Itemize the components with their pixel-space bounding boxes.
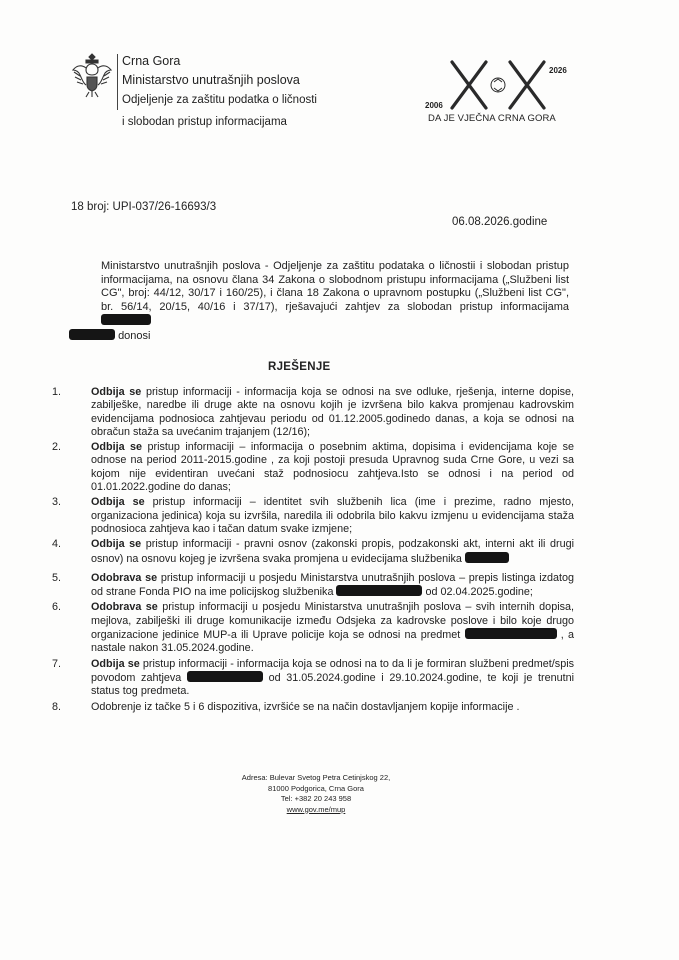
item-verb: Odobrava se bbox=[91, 601, 158, 614]
redaction-bar bbox=[465, 628, 557, 639]
header-divider bbox=[117, 54, 118, 110]
redaction-bar bbox=[336, 585, 422, 596]
footer-phone: Tel: +382 20 243 958 bbox=[280, 794, 352, 803]
country-name: Crna Gora bbox=[122, 54, 181, 68]
department-name-line1: Odjeljenje za zaštitu podatka o ličnosti bbox=[122, 94, 317, 106]
item-text-after: od 31.05.2024.godine i 29.10.2024.godine, te koji je trenutni status tog predmeta. bbox=[91, 671, 574, 698]
footer-website-link[interactable]: www.gov.me/mup bbox=[286, 804, 346, 814]
item-number: 7. bbox=[52, 657, 62, 670]
decision-item-5 bbox=[52, 572, 574, 600]
decision-item-1 bbox=[52, 386, 574, 439]
item-number: 3. bbox=[52, 496, 62, 509]
reference-number: 18 broj: UPI-037/26-16693/3 bbox=[71, 201, 217, 213]
redaction-bar bbox=[187, 671, 263, 682]
item-text: Odobrenje iz tačke 5 i 6 dispozitiva, izvršiće se na način dostavljanjem kopije informacije . bbox=[91, 700, 520, 713]
decision-item-4 bbox=[52, 538, 574, 566]
decision-item-3 bbox=[52, 496, 574, 536]
decision-item-8 bbox=[52, 701, 574, 714]
item-text: pristup informaciji - informacija koja se odnosi na sve odluke, rješenja, interne dopise, zabilješke, naredbe ili druge akte na osnovu kojih je izvršena bilo kakva promjenau kadrovskim evidencijama podnosioca zahtjevau periodu od 01.12.2005.godinedo danas, a koja se odnosi na obračun staža sa uvećanim trajanjem (12/16); bbox=[91, 386, 575, 438]
jubilee-slogan: DA JE VJEČNA CRNA GORA bbox=[428, 113, 556, 124]
redaction-bar bbox=[101, 314, 151, 325]
issuer-block bbox=[122, 52, 317, 132]
intro-closing: donosi bbox=[118, 329, 151, 342]
intro-paragraph bbox=[101, 260, 569, 343]
item-text: pristup informaciji u posjedu Ministarstva unutrašnjih poslova – prepis listinga izdatog od strane Fonda PIO na ime policijskog službenika bbox=[91, 571, 575, 599]
item-text: pristup informaciji – informacija o posebnim aktima, dopisima i evidencijama koje se odnose na period 2011-2015.godine , za koji postoji presuda Upravnog suda Crne Gore, u vezi sa kojom nije evidentiran uvećani staž podnosiocu zahtjeva.Isto se odnosi i na period od 01.01.2022.godine do danas; bbox=[91, 441, 574, 494]
item-verb: Odbija se bbox=[91, 386, 142, 398]
item-verb: Odbija se bbox=[91, 657, 140, 670]
decision-item-7 bbox=[52, 658, 574, 699]
item-verb: Odbija se bbox=[91, 496, 145, 509]
department-name-line2: i slobodan pristup informacijama bbox=[122, 116, 287, 128]
ministry-name: Ministarstvo unutrašnjih poslova bbox=[122, 73, 300, 87]
footer-street: Adresa: Bulevar Svetog Petra Cetinjskog 22, bbox=[241, 773, 391, 782]
jubilee-year-end: 2026 bbox=[549, 66, 567, 75]
coat-of-arms-icon bbox=[70, 50, 114, 100]
redaction-bar bbox=[465, 552, 509, 563]
document-date: 06.08.2026.godine bbox=[452, 216, 548, 228]
item-verb: Odbija se bbox=[91, 538, 142, 551]
item-number: 8. bbox=[52, 700, 62, 713]
item-verb: Odobrava se bbox=[91, 571, 158, 584]
item-text-after: , a nastale nakon 31.05.2024.godine. bbox=[91, 629, 575, 655]
decision-list bbox=[52, 386, 574, 716]
item-text: pristup informaciji – identitet svih službenih lica (ime i prezime, radno mjesto, organizaciona jedinica) koja su izvršila, naredila ili odobrila bilo kakvu izmjenu u evidencijama staža podnosioca zahtjeva kao i tačan datum svake izmjene; bbox=[91, 496, 575, 535]
footer-city: 81000 Podgorica, Crna Gora bbox=[268, 783, 364, 793]
item-text-after: od 02.04.2025.godine; bbox=[425, 586, 533, 599]
redaction-bar bbox=[69, 329, 115, 340]
item-text: pristup informaciji - informacija koja se odnosi na to da li je formiran službeni predmet/spis povodom zahtjeva bbox=[91, 657, 574, 684]
decision-heading: RJEŠENJE bbox=[268, 361, 331, 373]
item-text: pristup informaciji - pravni osnov (zakonski propis, podzakonski akt, interni akt ili drugi osnov) na osnovu kojeg je izvršena svaka promjena u evidecijama službenika bbox=[91, 538, 575, 565]
footer-address bbox=[216, 773, 416, 815]
item-verb: Odbija se bbox=[91, 441, 143, 454]
item-number: 6. bbox=[52, 601, 62, 614]
item-number: 2. bbox=[52, 441, 62, 454]
decision-item-6 bbox=[52, 601, 574, 655]
jubilee-year-start: 2006 bbox=[425, 101, 443, 110]
item-number: 1. bbox=[52, 386, 62, 398]
intro-text: Ministarstvo unutrašnjih poslova - Odjeljenje za zaštitu podataka o ličnostii i slobodan pristup informacijama, na osnovu člana 34 Zakona o slobodnom pristupu informacijama („Službeni list CG", broj: 44/12, 30/17 i 160/25), i člana 18 Zakona o upravnom postupku („Službeni list CG", br. 56/14, 20/15, 40/16 i 37/17), rješavajući zahtjev za slobodan pristup informacijama bbox=[101, 260, 569, 313]
decision-item-2 bbox=[52, 441, 574, 494]
item-number: 5. bbox=[52, 571, 62, 584]
item-text: pristup informaciji u posjedu Ministarstva unutrašnjih poslova – svih internih dopisa, mejlova, zabilješki ili druge komunikacije između Odsjeka za kadrovske poslove i bilo koje drugo organizacione jedinice MUP-a ili Uprave policije koja se odnosi na predmet bbox=[91, 601, 574, 642]
item-number: 4. bbox=[52, 538, 62, 551]
